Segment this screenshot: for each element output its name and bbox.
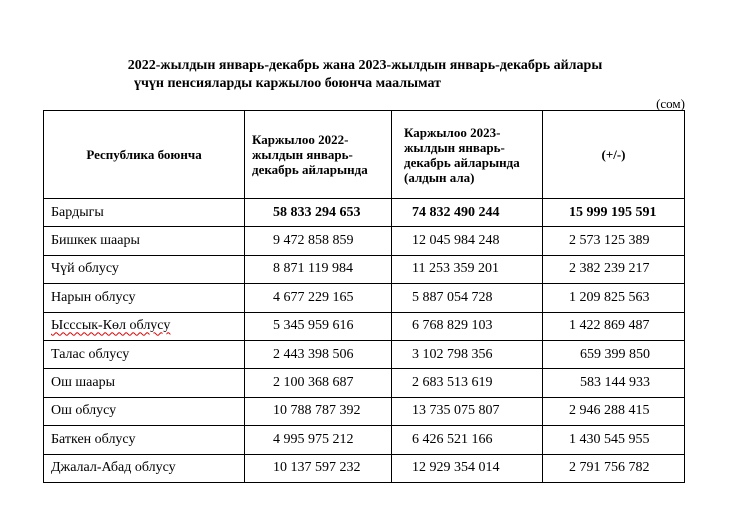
currency-unit: (сом) (656, 96, 685, 111)
row-value-2022: 4 995 975 212 (245, 426, 392, 454)
row-difference: 2 573 125 389 (543, 227, 685, 255)
row-value-2023: 12 045 984 248 (392, 227, 543, 255)
row-difference: 2 946 288 415 (543, 397, 685, 425)
row-value-2022: 8 871 119 984 (245, 255, 392, 283)
row-value-2023: 74 832 490 244 (392, 199, 543, 227)
row-value-2023: 12 929 354 014 (392, 454, 543, 482)
table-row (44, 426, 685, 454)
row-name: Чүй облусу (44, 255, 245, 283)
table-header-row (44, 111, 685, 199)
table-row (44, 284, 685, 312)
row-name: Бардыгы (44, 199, 245, 227)
row-value-2023: 11 253 359 201 (392, 255, 543, 283)
row-difference: 659 399 850 (543, 340, 685, 368)
row-name-text: Ысссык-Көл облусу (51, 318, 171, 334)
row-difference: 1 422 869 487 (543, 312, 685, 340)
row-name: Баткен облусу (44, 426, 245, 454)
header-region: Республика боюнча (44, 111, 245, 199)
row-value-2022: 9 472 858 859 (245, 227, 392, 255)
title-line-1: 2022-жылдын январь-декабрь жана 2023-жылдын январь-декабрь айлары (127, 58, 603, 73)
row-value-2022: 5 345 959 616 (245, 312, 392, 340)
row-name: Ош облусу (44, 397, 245, 425)
row-difference: 583 144 933 (543, 369, 685, 397)
row-difference: 1 430 545 955 (543, 426, 685, 454)
table-row (44, 454, 685, 482)
table-row (44, 227, 685, 255)
row-value-2023: 5 887 054 728 (392, 284, 543, 312)
row-value-2023: 6 426 521 166 (392, 426, 543, 454)
pension-financing-table (43, 110, 685, 483)
row-value-2023: 6 768 829 103 (392, 312, 543, 340)
row-value-2022: 58 833 294 653 (245, 199, 392, 227)
row-value-2022: 4 677 229 165 (245, 284, 392, 312)
table-row (44, 255, 685, 283)
row-name: Бишкек шаары (44, 227, 245, 255)
row-difference: 1 209 825 563 (543, 284, 685, 312)
row-value-2022: 2 100 368 687 (245, 369, 392, 397)
table-row (44, 369, 685, 397)
row-difference: 2 382 239 217 (543, 255, 685, 283)
table-row (44, 312, 685, 340)
header-2023: Каржылоо 2023-жылдын январь-декабрь айларында (алдын ала) (392, 111, 543, 199)
row-value-2022: 10 788 787 392 (245, 397, 392, 425)
row-name (44, 312, 245, 340)
row-name: Нарын облусу (44, 284, 245, 312)
row-name: Талас облусу (44, 340, 245, 368)
row-value-2023: 2 683 513 619 (392, 369, 543, 397)
row-name: Ош шаары (44, 369, 245, 397)
row-name: Джалал-Абад облусу (44, 454, 245, 482)
title-line-2: үчүн пенсияларды каржылоо боюнча маалымат (134, 76, 441, 91)
document-title (0, 57, 730, 93)
header-difference: (+/-) (543, 111, 685, 199)
row-value-2023: 3 102 798 356 (392, 340, 543, 368)
table-row-total (44, 199, 685, 227)
row-value-2022: 10 137 597 232 (245, 454, 392, 482)
row-difference: 2 791 756 782 (543, 454, 685, 482)
table-row (44, 340, 685, 368)
header-2022: Каржылоо 2022-жылдын январь-декабрь айларында (245, 111, 392, 199)
row-difference: 15 999 195 591 (543, 199, 685, 227)
row-value-2022: 2 443 398 506 (245, 340, 392, 368)
row-value-2023: 13 735 075 807 (392, 397, 543, 425)
table-row (44, 397, 685, 425)
